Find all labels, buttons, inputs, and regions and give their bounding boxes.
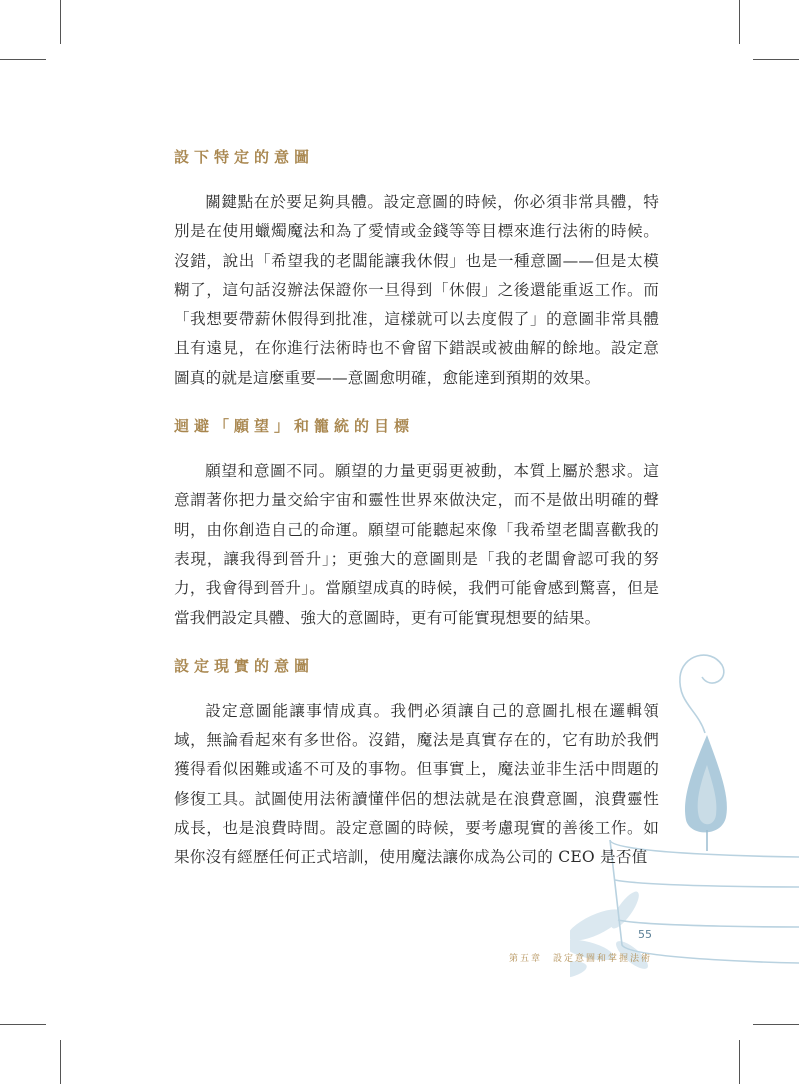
section-heading: 設定現實的意圖 bbox=[174, 656, 315, 675]
crop-mark bbox=[739, 1040, 740, 1084]
running-head: 第五章 設定意圖和掌握法術 bbox=[508, 954, 652, 964]
section-paragraph: 關鍵點在於要足夠具體。設定意圖的時候，你必須非常具體，特別是在使用蠟燭魔法和為了愛情或金錢等等目標來進行法術的時候。沒錯，說出「希望我的老闆能讓我休假」也是一種意圖——但是太模糊了，這句話沒辦法保證你一旦得到「休假」之後還能重返工作。而「我想要帶薪休假得到批准，這樣就可以去度假了」的意圖非常具體且有遠見，在你進行法術時也不會留下錯誤或被曲解的餘地。設定意圖真的就是這麼重要——意圖愈明確，愈能達到預期的效果。 bbox=[174, 193, 659, 387]
crop-mark bbox=[60, 0, 61, 44]
page-content bbox=[174, 140, 659, 873]
section-paragraph: 願望和意圖不同。願望的力量更弱更被動，本質上屬於懇求。這意謂著你把力量交給宇宙和靈性世界來做決定，而不是做出明確的聲明，由你創造自己的命運。願望可能聽起來像「我希望老闆喜歡我的表現，讓我得到晉升」；更強大的意圖則是「我的老闆會認可我的努力，我會得到晉升」。當願望成真的時候，我們可能會感到驚喜，但是當我們設定具體、強大的意圖時，更有可能實現想要的結果。 bbox=[174, 462, 659, 627]
section-paragraph: 設定意圖能讓事情成真。我們必須讓自己的意圖扎根在邏輯領域，無論看起來有多世俗。沒錯，魔法是真實存在的，它有助於我們獲得看似困難或遙不可及的事物。但事實上，魔法並非生活中問題的修復工具。試圖使用法術讀懂伴侶的想法就是在浪費意圖，浪費靈性成長，也是浪費時間。設定意圖的時候，要考慮現實的善後工作。如果你沒有經歷任何正式培訓，使用魔法讓你成為公司的 CEO 是否值 bbox=[174, 701, 659, 867]
crop-mark bbox=[753, 59, 799, 60]
smoke-curl bbox=[680, 655, 724, 733]
crop-mark bbox=[0, 59, 46, 60]
page-number: 55 bbox=[638, 928, 652, 941]
section-heading: 設下特定的意圖 bbox=[174, 148, 315, 166]
crop-mark bbox=[739, 0, 740, 44]
crop-mark bbox=[0, 1024, 46, 1025]
crop-mark bbox=[60, 1040, 61, 1084]
crop-mark bbox=[753, 1024, 799, 1025]
section-heading: 迴避「願望」和籠統的目標 bbox=[174, 417, 415, 436]
